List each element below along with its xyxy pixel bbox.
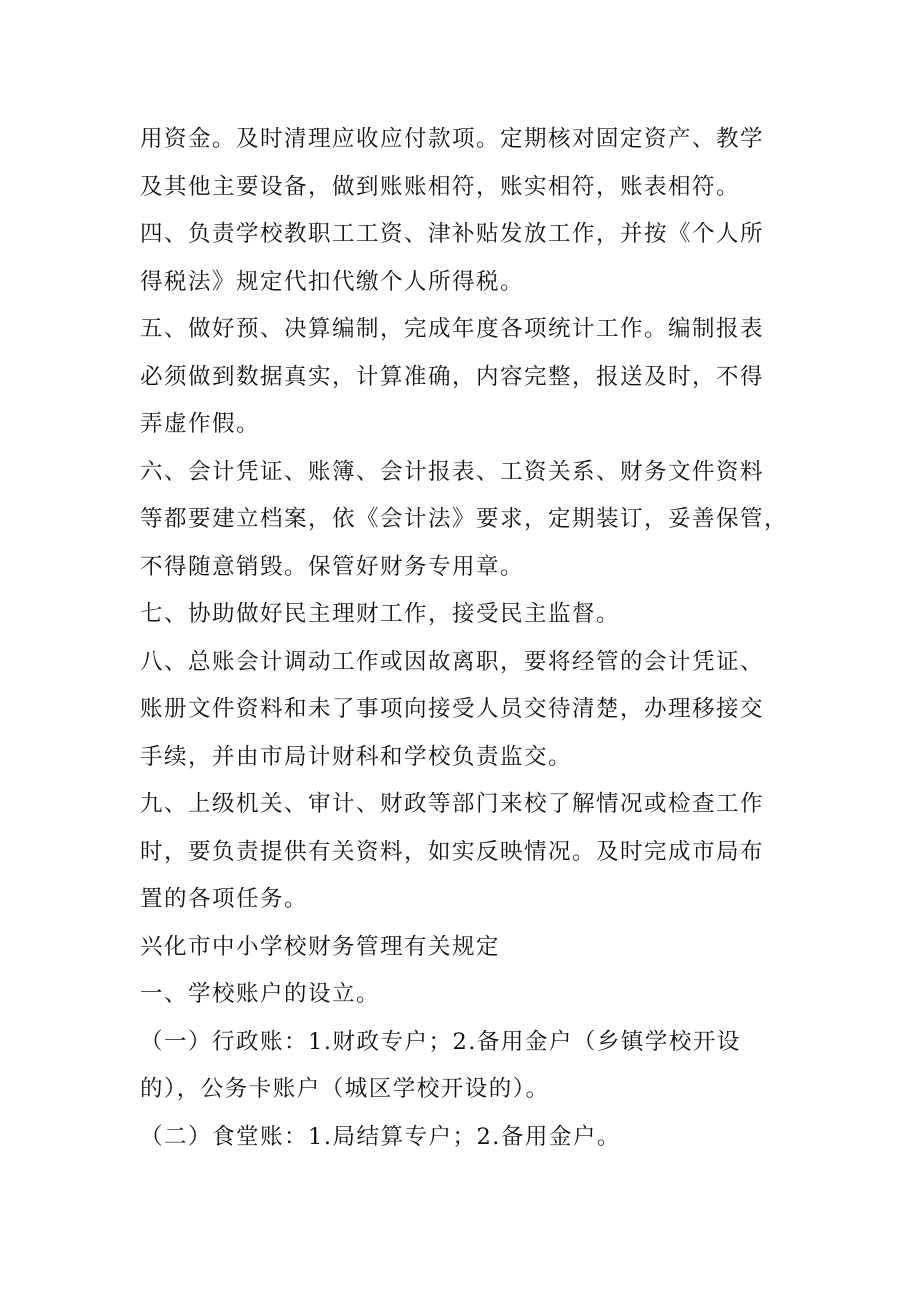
section-title: 兴化市中小学校财务管理有关规定 bbox=[140, 933, 501, 960]
text-line: 用资金。及时清理应收应付款项。定期核对固定资产、教学 bbox=[140, 126, 765, 152]
text-line: 的），公务卡账户（城区学校开设的）。 bbox=[140, 1076, 550, 1102]
text-line: 手续，并由市局计财科和学校负责监交。 bbox=[140, 743, 573, 770]
text-line: 九、上级机关、审计、财政等部门来校了解情况或检查工作 bbox=[140, 791, 765, 817]
text-line: 得税法》规定代扣代缴个人所得税。 bbox=[140, 268, 525, 295]
document-body bbox=[140, 116, 800, 1161]
text-line: 一、学校账户的设立。 bbox=[140, 981, 381, 1007]
text-line: 账册文件资料和未了事项向接受人员交待清楚，办理移接交 bbox=[140, 696, 765, 722]
text-line: 置的各项任务。 bbox=[140, 886, 309, 912]
text-line: 等都要建立档案，依《会计法》要求，定期装订，妥善保管， bbox=[140, 506, 789, 532]
text-line: （二）食堂账：1.局结算专户；2.备用金户。 bbox=[140, 1123, 621, 1150]
text-line: 四、负责学校教职工工资、津补贴发放工作，并按《个人所 bbox=[140, 221, 765, 247]
text-line: 弄虚作假。 bbox=[140, 411, 261, 437]
text-line: 必须做到数据真实，计算准确，内容完整，报送及时，不得 bbox=[140, 363, 765, 390]
text-line: 不得随意销毁。保管好财务专用章。 bbox=[140, 553, 525, 580]
text-line: 五、做好预、决算编制，完成年度各项统计工作。编制报表 bbox=[140, 316, 765, 342]
text-line: 八、总账会计调动工作或因故离职，要将经管的会计凭证、 bbox=[140, 648, 765, 675]
text-line: 七、协助做好民主理财工作，接受民主监督。 bbox=[140, 601, 621, 627]
text-line: 及其他主要设备，做到账账相符，账实相符，账表相符。 bbox=[140, 173, 741, 200]
text-line: 时，要负责提供有关资料，如实反映情况。及时完成市局布 bbox=[140, 838, 765, 865]
text-line: 六、会计凭证、账簿、会计报表、工资关系、财务文件资料 bbox=[140, 458, 765, 485]
text-line: （一）行政账：1.财政专户；2.备用金户（乡镇学校开设 bbox=[140, 1028, 741, 1055]
